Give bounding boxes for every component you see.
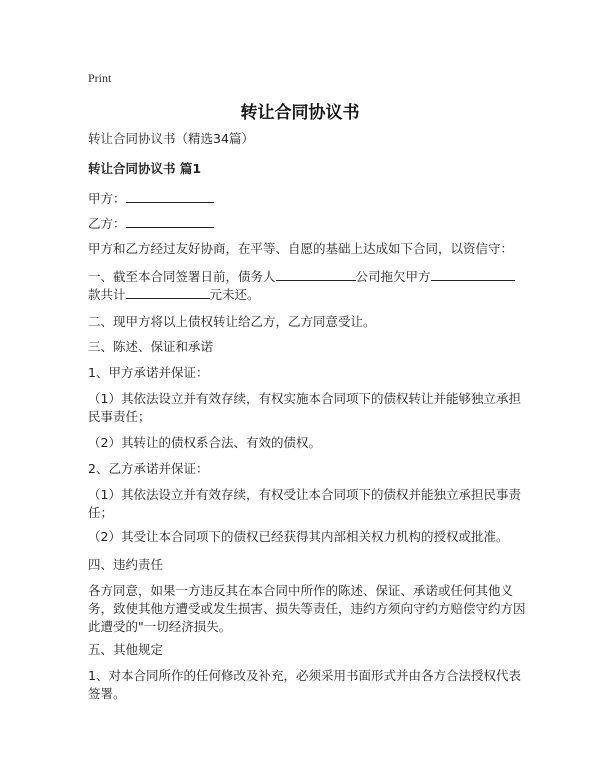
clause2-paragraph: 二、现甲方将以上债权转让给乙方，乙方同意受让。	[88, 314, 376, 329]
clause3-a-heading: 1、甲方承诺并保证：	[88, 365, 209, 380]
clause3-a1-paragraph: （1）其依法设立并有效存续，有权实施本合同项下的债权转让并能够独立承担民事责任；	[88, 391, 521, 424]
clause1-line2	[88, 285, 528, 304]
clause1-text-b: 公司拖欠甲方	[355, 269, 431, 284]
party-a-debt-blank	[431, 267, 515, 281]
party-a-label: 甲方：	[88, 191, 126, 206]
clause1-text-d: 元未还。	[209, 287, 260, 302]
print-link[interactable]: Print	[88, 71, 112, 85]
clause5-1-paragraph: 1、对本合同所作的任何修改及补充，必须采用书面形式并由各方合法授权代表签署。	[88, 668, 521, 701]
clause1-line1	[88, 267, 528, 286]
clause5-heading: 五、其他规定	[88, 642, 164, 657]
section-heading: 转让合同协议书 篇1	[88, 161, 202, 176]
amount-blank	[126, 285, 210, 299]
clause3-heading: 三、陈述、保证和承诺	[88, 339, 214, 354]
clause3-b2-paragraph: （2）其受让本合同项下的债权已经获得其内部相关权力机构的授权或批准。	[88, 529, 509, 544]
party-b-label: 乙方：	[88, 216, 126, 231]
clause3-b-heading: 2、乙方承诺并保证：	[88, 461, 209, 476]
clause3-b1-paragraph: （1）其依法设立并有效存续，有权受让本合同项下的债权并能独立承担民事责任；	[88, 487, 521, 520]
party-b-line	[88, 214, 528, 233]
party-a-line	[88, 189, 528, 208]
intro-paragraph: 甲方和乙方经过友好协商，在平等、自愿的基础上达成如下合同，以资信守：	[88, 241, 514, 256]
document-subtitle: 转让合同协议书（精选34篇）	[88, 131, 254, 146]
document-title: 转让合同协议书	[240, 103, 360, 123]
clause4-heading: 四、违约责任	[88, 557, 164, 572]
debtor-blank	[276, 267, 356, 281]
clause1-text-a: 一、截至本合同签署日前，债务人	[88, 269, 276, 284]
clause4-paragraph: 各方同意，如果一方违反其在本合同中所作的陈述、保证、承诺或任何其他义务，致使其他方遭受或发生损害、损失等责任，违约方须向守约方赔偿守约方因此遭受的"一切经济损失。	[88, 583, 526, 634]
clause3-a2-paragraph: （2）其转让的债权系合法、有效的债权。	[88, 435, 321, 450]
party-a-blank	[126, 189, 214, 203]
clause1-text-c: 款共计	[88, 287, 126, 302]
party-b-blank	[126, 214, 214, 228]
